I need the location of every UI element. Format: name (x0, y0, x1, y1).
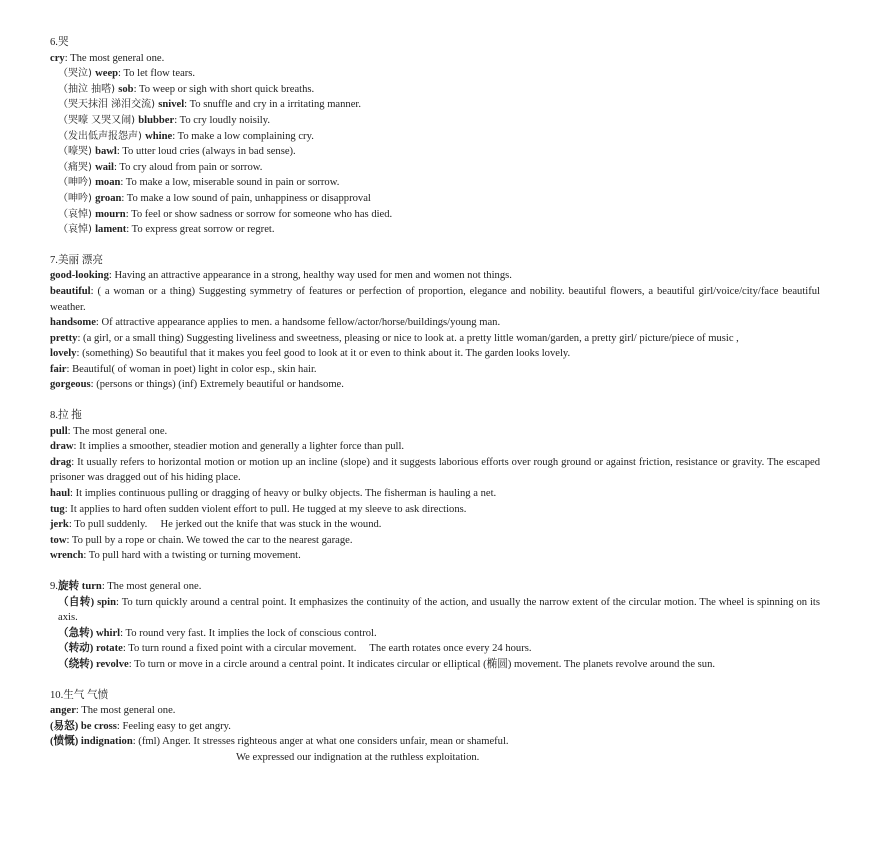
entry-spin: （自转) spin: To turn quickly around a central point. It emphasizes the continuity of the action, and usually the narrow extent of the circular motion. The wheel is spinning on its axis. (58, 596, 821, 624)
entry-sob: （抽泣 抽嗒) sob: To weep or sigh with short quick breaths. (58, 83, 315, 95)
example-sentence: We expressed our indignation at the ruthless exploitation. (236, 751, 480, 763)
entry-anger: anger: The most general one. (50, 705, 176, 717)
section-pull (50, 408, 820, 564)
section-heading: 6.哭 (50, 37, 69, 48)
entry-good-looking: good-looking: Having an attractive appearance in a strong, healthy way used for men and women not things. (50, 270, 512, 282)
entry-jerk: jerk: To pull suddenly. He jerked out the knife that was stuck in the wound. (50, 519, 382, 531)
entry-blubber: （哭嚎 又哭又闹) blubber: To cry loudly noisily. (58, 114, 270, 126)
entry-pretty: pretty: (a girl, or a small thing) Suggesting liveliness and sweetness, pleasing or nice to look at. a pretty little woman/garden, a pretty girl/ picture/piece of music , (50, 332, 739, 344)
entry-mourn: （哀悼) mourn: To feel or show sadness or sorrow for someone who has died. (58, 208, 393, 220)
section-heading: 10.生气 气愤 (50, 689, 109, 701)
entry-moan: （呻吟) moan: To make a low, miserable sound in pain or sorrow. (58, 177, 340, 189)
entry-haul: haul: It implies continuous pulling or dragging of heavy or bulky objects. The fisherman is hauling a net. (50, 488, 497, 500)
section-beautiful (50, 253, 820, 393)
entry-revolve: （绕转) revolve: To turn or move in a circle around a central point. It indicates circular or elliptical (椭圆) movement. The planets revolve around the sun. (58, 658, 716, 670)
entry-draw: draw: It implies a smoother, steadier motion and generally a lighter force than pull. (50, 441, 405, 453)
entry-whirl: （急转) whirl: To round very fast. It implies the lock of conscious control. (58, 627, 377, 639)
entry-pull: pull: The most general one. (50, 425, 168, 437)
entry-tow: tow: To pull by a rope or chain. We towed the car to the nearest garage. (50, 534, 353, 546)
entry-whine: （发出低声报怨声) whine: To make a low complaining cry. (58, 130, 314, 142)
section-heading: 8.拉 拖 (50, 410, 82, 422)
section-turn (50, 579, 820, 673)
entry-snivel: （哭天抹泪 涕泪交流) snivel: To snuffle and cry in a irritating manner. (58, 99, 362, 111)
entry-lament: （哀悼) lament: To express great sorrow or regret. (58, 224, 275, 236)
entry-wail: （痛哭) wail: To cry aloud from pain or sorrow. (58, 161, 263, 173)
entry-wrench: wrench: To pull hard with a twisting or turning movement. (50, 550, 301, 562)
entry-rotate: （转动) rotate: To turn round a fixed point with a circular movement. The earth rotates once every 24 hours. (58, 643, 532, 655)
entry-groan: （呻吟) groan: To make a low sound of pain, unhappiness or disapproval (58, 192, 371, 204)
entry-be-cross: (易怒) be cross: Feeling easy to get angry. (50, 720, 231, 732)
document-page (50, 35, 820, 781)
entry-drag: drag: It usually refers to horizontal motion or motion up an incline (slope) and it suggests laborious efforts over rough ground or against friction, resistance or gravity. The escaped prisoner was dragged out of his hiding place. (50, 456, 820, 484)
entry-handsome: handsome: Of attractive appearance applies to men. a handsome fellow/actor/horse/buildings/young man. (50, 317, 501, 329)
entry-bawl: （嚎哭) bawl: To utter loud cries (always in bad sense). (58, 146, 296, 158)
section-anger (50, 688, 820, 766)
section-heading: 7.美丽 漂亮 (50, 254, 103, 266)
entry-fair: fair: Beautiful( of woman in poet) light in color esp., skin hair. (50, 363, 317, 375)
entry-tug: tug: It applies to hard often sudden violent effort to pull. He tugged at my sleeve to ask directions. (50, 503, 467, 515)
entry-cry: cry: The most general one. (50, 52, 165, 64)
entry-gorgeous: gorgeous: (persons or things) (inf) Extremely beautiful or handsome. (50, 379, 344, 391)
entry-weep: （哭泣) weep: To let flow tears. (58, 68, 196, 80)
entry-beautiful: beautiful: ( a woman or a thing) Suggesting symmetry of features or perfection of proportion, elegance and nobility. beautiful flowers, a beautiful girl/voice/city/face beautiful weather. (50, 285, 820, 313)
entry-indignation: (愤慨) indignation: (fml) Anger. It stresses righteous anger at what one considers unfair, mean or shameful. (50, 736, 509, 748)
section-cry (50, 35, 820, 238)
section-heading: 9.旋转 turn: The most general one. (50, 581, 202, 592)
entry-lovely: lovely: (something) So beautiful that it makes you feel good to look at it or even to think about it. The garden looks lovely. (50, 348, 571, 360)
